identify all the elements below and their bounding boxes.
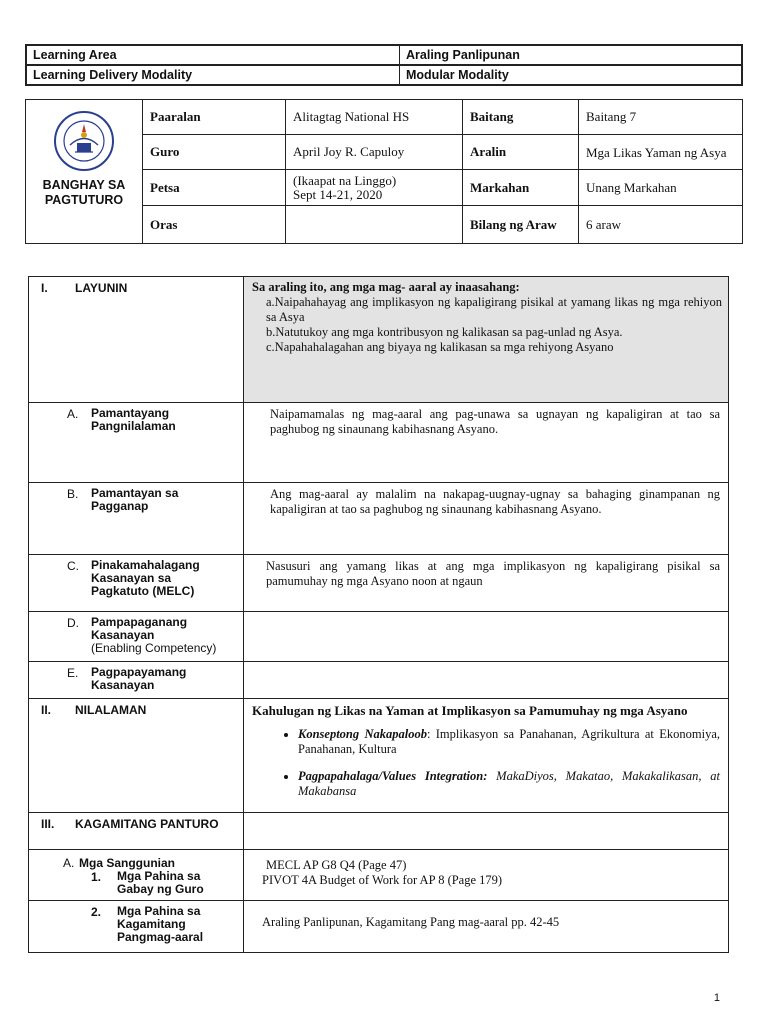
- values-label: Pagpapahalaga/Values Integration:: [298, 769, 488, 783]
- konsepto-label: Konseptong Nakapaloob: [298, 727, 427, 741]
- nilalaman-list: [252, 727, 720, 799]
- kagamitang-pangmag-aaral-heading: [29, 901, 244, 953]
- melc-content: [244, 555, 729, 612]
- values-text: MakaDiyos, Makatao, Makakalikasan, at Makabansa: [298, 769, 720, 798]
- kagamitan-title: KAGAMITANG PANTURO: [75, 817, 219, 831]
- pamantayan-pagganap-heading: [29, 483, 244, 555]
- pagpapayamang-content: [244, 662, 729, 699]
- c-title: Pinakamahalagang Kasanayan sa Pagkatuto (MELC): [91, 558, 200, 598]
- petsa-value: [286, 170, 463, 206]
- kagamitang-pangmag-aaral-content: [244, 901, 729, 953]
- layunin-heading: [29, 277, 244, 403]
- sanggunian-row: [29, 850, 729, 901]
- markahan-label: Markahan: [463, 170, 579, 206]
- pamantayang-pangnilalaman-heading: [29, 403, 244, 483]
- pangmag-aaral-ref: Araling Panlipunan, Kagamitang Pang mag-aaral pp. 42-45: [262, 915, 560, 929]
- layunin-row: [29, 277, 729, 403]
- pamantayan-pagganap-content: [244, 483, 729, 555]
- learning-area-value: Araling Panlipunan: [400, 45, 743, 65]
- layunin-intro: Sa araling ito, ang mga mag- aaral ay inaasahang:: [252, 280, 520, 294]
- layunin-title: LAYUNIN: [75, 281, 128, 295]
- pampapaganang-row: [29, 612, 729, 662]
- gabay-ref-1: MECL AP G8 Q4 (Page 47): [266, 858, 407, 872]
- page-number: 1: [713, 992, 720, 1004]
- petsa-dates: Sept 14-21, 2020: [293, 186, 383, 202]
- a-title: Pamantayang Pangnilalaman: [91, 406, 176, 433]
- banghay-title-cell: [26, 100, 143, 244]
- pagpapayamang-row: [29, 662, 729, 699]
- guro-value: April Joy R. Capuloy: [286, 135, 463, 170]
- guro-label: Guro: [143, 135, 286, 170]
- b-label: B.: [67, 487, 79, 501]
- pangmag-aaral-num: 2.: [91, 905, 102, 919]
- modality-value: Modular Modality: [400, 65, 743, 85]
- gabay-ref-2: PIVOT 4A Budget of Work for AP 8 (Page 179): [262, 873, 503, 887]
- d-label: D.: [67, 616, 79, 630]
- nilalaman-title: NILALAMAN: [75, 703, 147, 717]
- kagamitan-row: [29, 813, 729, 850]
- b-text: Ang mag-aaral ay malalim na nakapag-uugnay-ugnay sa bahaging ginampanan ng kapaligiran at tao sa paghubog ng sinaunang kabihasnang Asyano.: [270, 487, 720, 516]
- sanggunian-label: A.: [63, 856, 75, 870]
- pangmag-aaral-title: Mga Pahina sa Kagamitang Pangmag-aaral: [117, 904, 204, 944]
- aralin-label: Aralin: [463, 135, 579, 170]
- nilalaman-num: II.: [41, 703, 52, 717]
- e-label: E.: [67, 666, 79, 680]
- oras-value: [286, 206, 463, 244]
- layunin-content: [244, 277, 729, 403]
- banghay-title-line1: BANGHAY SA: [42, 178, 126, 192]
- bilang-value: 6 araw: [579, 206, 743, 244]
- oras-label: Oras: [143, 206, 286, 244]
- baitang-label: Baitang: [463, 100, 579, 135]
- c-label: C.: [67, 559, 79, 573]
- layunin-num: I.: [41, 281, 48, 295]
- learning-area-table: [25, 44, 743, 86]
- lesson-header-table: [25, 99, 743, 244]
- pamantayang-pangnilalaman-row: [29, 403, 729, 483]
- paaralan-value: Alitagtag National HS: [286, 100, 463, 135]
- gabay-num: 1.: [91, 870, 102, 884]
- petsa-label: Petsa: [143, 170, 286, 206]
- nilalaman-content: [244, 699, 729, 813]
- petsa-week: (Ikaapat na Linggo): [293, 172, 397, 188]
- layunin-item-a: a.Naipahahayag ang implikasyon ng kapaligirang pisikal at yamang likas ng mga rehiyon sa Asya: [266, 295, 722, 324]
- aralin-value: Mga Likas Yaman ng Asya: [579, 135, 743, 170]
- markahan-value: Unang Markahan: [579, 170, 743, 206]
- nilalaman-topic: Kahulugan ng Likas na Yaman at Implikasyon sa Pamumuhay ng mga Asyano: [252, 703, 688, 718]
- e-title: Pagpapayamang Kasanayan: [91, 665, 187, 692]
- kagamitan-heading: [29, 813, 244, 850]
- a-label: A.: [67, 407, 79, 421]
- pampapaganang-heading: [29, 612, 244, 662]
- sanggunian-title: Mga Sanggunian: [79, 856, 175, 870]
- layunin-item-b: b.Natutukoy ang mga kontribusyon ng kalikasan sa pag-unlad ng Asya.: [266, 325, 623, 339]
- gabay-content: [244, 850, 729, 901]
- d-sub: (Enabling Competency): [91, 641, 217, 655]
- nilalaman-row: [29, 699, 729, 813]
- sanggunian-heading: [29, 850, 244, 901]
- banghay-title-line2: PAGTUTURO: [44, 193, 124, 207]
- melc-heading: [29, 555, 244, 612]
- pamantayang-pangnilalaman-content: [244, 403, 729, 483]
- gabay-title: Mga Pahina sa Gabay ng Guro: [117, 869, 204, 896]
- modality-label: Learning Delivery Modality: [26, 65, 400, 85]
- pagpapayamang-heading: [29, 662, 244, 699]
- konsepto-text: : Implikasyon sa Panahanan, Agrikultura at Ekonomiya, Panahanan, Kultura: [298, 727, 720, 756]
- konsepto-item: [298, 727, 720, 757]
- school-seal-icon: [53, 110, 115, 172]
- c-text: Nasusuri ang yamang likas at ang mga implikasyon ng kapaligirang pisikal sa pamumuhay ng mga Asyano noon at ngaun: [266, 559, 720, 588]
- baitang-value: Baitang 7: [579, 100, 743, 135]
- learning-area-label: Learning Area: [26, 45, 400, 65]
- bilang-label: Bilang ng Araw: [463, 206, 579, 244]
- pamantayan-pagganap-row: [29, 483, 729, 555]
- values-item: [298, 769, 720, 799]
- kagamitan-content: [244, 813, 729, 850]
- kagamitang-pangmag-aaral-row: [29, 901, 729, 953]
- kagamitan-num: III.: [41, 817, 55, 831]
- pampapaganang-content: [244, 612, 729, 662]
- d-title: Pampapaganang Kasanayan: [91, 615, 188, 642]
- melc-row: [29, 555, 729, 612]
- a-text: Naipamamalas ng mag-aaral ang pag-unawa sa ugnayan ng kapaligiran at tao sa paghubog ng sinaunang kabihasnang Asyano.: [270, 407, 720, 436]
- paaralan-label: Paaralan: [143, 100, 286, 135]
- b-title: Pamantayan sa Pagganap: [91, 486, 179, 513]
- layunin-item-c: c.Napahahalagahan ang biyaya ng kalikasan sa mga rehiyong Asyano: [266, 340, 614, 354]
- lesson-plan-table: [28, 276, 729, 953]
- nilalaman-heading: [29, 699, 244, 813]
